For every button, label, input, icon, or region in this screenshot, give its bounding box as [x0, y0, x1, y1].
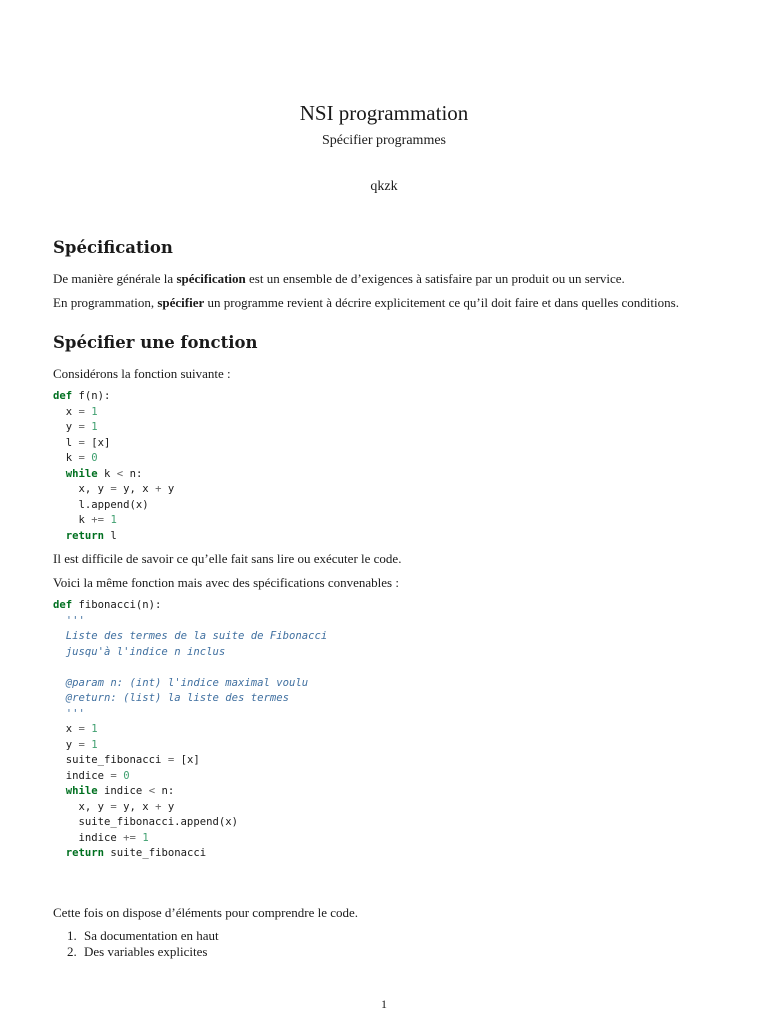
code-line — [53, 800, 327, 816]
paragraph-conclusion: Cette fois on dispose d’éléments pour comprendre le code. — [53, 905, 359, 920]
code-token: y, x — [116, 800, 156, 813]
code-token: y — [53, 421, 79, 433]
code-token: n: — [155, 785, 175, 797]
code-line — [53, 467, 174, 483]
list-item — [67, 928, 219, 944]
code-line — [53, 676, 327, 692]
paragraph-intro: Considérons la fonction suivante : — [53, 366, 231, 381]
code-token: = — [78, 723, 85, 735]
code-token: x — [53, 405, 79, 418]
code-token: def — [53, 599, 73, 611]
code-token: = — [78, 436, 85, 449]
paragraph-difficulty: Il est difficile de savoir ce qu’elle fait sans lire ou exécuter le code. — [53, 551, 402, 566]
code-line — [53, 784, 327, 800]
code-token — [53, 615, 66, 627]
code-token: < — [148, 785, 156, 797]
text-run: En programmation, — [53, 295, 158, 310]
code-block-fibonacci — [53, 598, 327, 862]
code-token: ''' — [65, 614, 85, 627]
code-token: 1 — [91, 421, 98, 433]
code-line — [53, 513, 174, 529]
code-token: [x] — [84, 436, 111, 449]
code-token: y — [161, 483, 175, 495]
code-token: fibonacci(n): — [72, 599, 162, 611]
code-token: += — [91, 514, 105, 526]
code-line — [53, 451, 174, 467]
code-token: = — [167, 754, 175, 766]
code-token: while — [65, 467, 98, 480]
list-item-number: 2. — [67, 944, 77, 959]
text-run: un programme revient à décrire explicitement ce qu’il doit faire et dans quelles conditions. — [204, 295, 679, 310]
code-token: 1 — [142, 831, 149, 844]
code-line — [53, 707, 327, 723]
code-token: l.append(x) — [53, 498, 149, 511]
code-line — [53, 660, 327, 676]
document-author: qkzk — [370, 179, 398, 194]
code-token: = — [78, 452, 85, 464]
code-block-f — [53, 389, 174, 544]
code-line — [53, 846, 327, 862]
code-token: indice — [53, 769, 111, 782]
code-line — [53, 722, 327, 738]
code-token: k — [97, 467, 117, 480]
code-token: = — [78, 421, 85, 433]
paragraph-specifier-definition — [53, 295, 679, 311]
list-item-text: Des variables explicites — [84, 944, 208, 959]
code-token: < — [116, 467, 124, 480]
code-token: ''' — [65, 707, 85, 720]
code-token: = — [78, 405, 85, 418]
code-token: 1 — [91, 723, 98, 735]
code-token: n: — [123, 467, 143, 480]
code-line — [53, 629, 327, 645]
code-line — [53, 691, 327, 707]
code-token: suite_fibonacci.append(x) — [53, 816, 238, 828]
code-token — [53, 630, 66, 642]
code-token: = — [110, 483, 117, 495]
code-line — [53, 614, 327, 630]
list-item-number: 1. — [67, 928, 77, 943]
paragraph-intro-fibonacci: Voici la même fonction mais avec des spécifications convenables : — [53, 575, 399, 590]
code-token: l — [53, 436, 79, 449]
code-token: y — [161, 800, 175, 813]
code-token: x, y — [53, 800, 111, 813]
code-line — [53, 769, 327, 785]
document-subtitle: Spécifier programmes — [321, 133, 446, 148]
bold-term: spécification — [176, 271, 246, 286]
list-item-text: Sa documentation en haut — [84, 928, 219, 943]
code-token: y — [53, 738, 79, 751]
code-line — [53, 529, 174, 545]
code-token: y, x — [116, 483, 156, 495]
page-number: 1 — [381, 997, 387, 1011]
code-line — [53, 420, 174, 436]
code-token — [53, 785, 66, 797]
code-line — [53, 598, 327, 614]
code-line — [53, 738, 327, 754]
code-token: = — [78, 738, 85, 751]
code-token: 1 — [91, 738, 98, 751]
code-token: jusqu'à l'indice n inclus — [65, 645, 226, 658]
code-token: while — [65, 785, 98, 797]
code-token: indice — [97, 785, 149, 797]
code-token: += — [123, 831, 136, 844]
code-token: x, y — [53, 483, 111, 495]
code-token: return — [65, 529, 105, 542]
bold-term: spécifier — [157, 295, 205, 310]
code-token: suite_fibonacci — [104, 847, 207, 859]
code-token: @return: (list) la liste des termes — [65, 692, 289, 704]
code-line — [53, 753, 327, 769]
code-token: 0 — [91, 452, 98, 464]
text-run: De manière générale la — [53, 271, 177, 286]
code-line — [53, 831, 327, 847]
code-line — [53, 405, 174, 421]
code-line — [53, 436, 174, 452]
code-token: indice — [53, 831, 124, 844]
code-token: @param n: (int) l'indice maximal voulu — [65, 676, 309, 689]
code-token: return — [65, 847, 105, 859]
code-token — [53, 677, 66, 689]
list-item — [67, 944, 219, 960]
paragraph-specification-definition — [53, 271, 625, 287]
code-token: k — [53, 452, 79, 464]
code-line — [53, 389, 174, 405]
code-line — [53, 482, 174, 498]
section-heading-specifier-fonction: Spécifier une fonction — [53, 333, 258, 352]
code-token: Liste des termes de la suite de Fibonacci — [65, 630, 328, 642]
code-token: suite_fibonacci — [53, 754, 168, 766]
code-line — [53, 498, 174, 514]
code-token — [53, 530, 66, 542]
code-line — [53, 645, 327, 661]
code-token: [x] — [174, 754, 200, 766]
code-token — [53, 646, 66, 658]
document-title: NSI programmation — [299, 101, 469, 125]
code-token: 1 — [91, 405, 98, 418]
section-heading-specification: Spécification — [53, 238, 173, 257]
code-token: + — [155, 483, 162, 495]
code-token: 0 — [123, 769, 130, 782]
text-run: est un ensemble de d’exigences à satisfaire par un produit ou un service. — [245, 271, 625, 286]
code-token: + — [155, 800, 162, 813]
code-token — [53, 708, 66, 720]
code-line — [53, 815, 327, 831]
code-token: l — [104, 529, 117, 542]
numbered-list — [67, 928, 219, 960]
code-token: x — [53, 723, 79, 735]
code-token — [53, 692, 66, 704]
code-token: k — [53, 514, 92, 526]
code-token — [53, 847, 66, 859]
code-token: 1 — [110, 514, 117, 526]
code-token: = — [110, 769, 117, 782]
code-token — [53, 468, 66, 480]
code-token: = — [110, 800, 117, 813]
code-token: f(n): — [72, 390, 111, 402]
code-token: def — [53, 390, 73, 402]
